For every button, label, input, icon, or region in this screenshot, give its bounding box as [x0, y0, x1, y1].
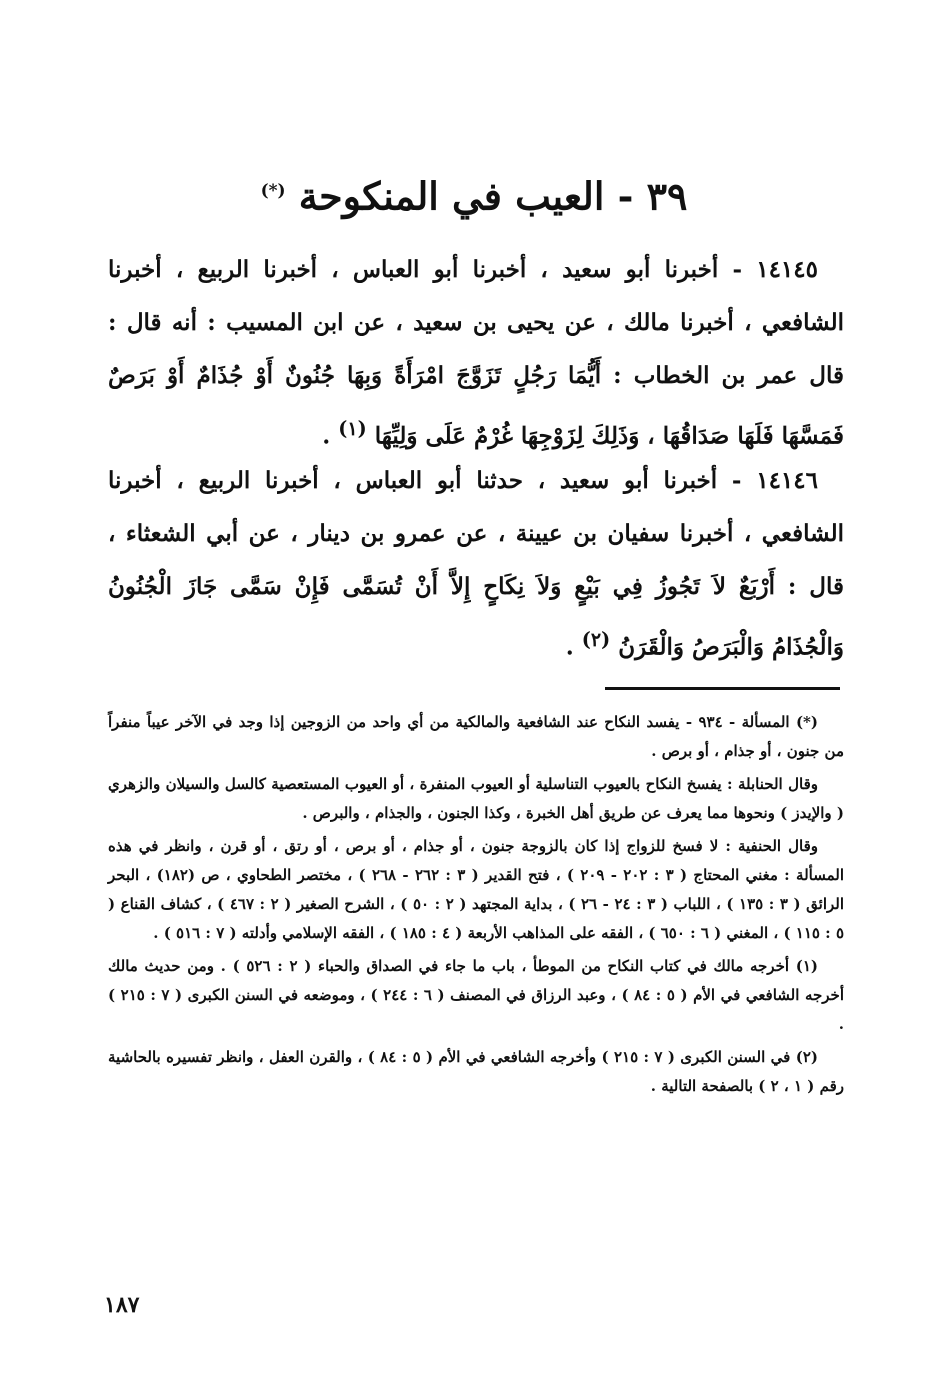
- footnote-text: لا فسخ للزواج إذا كان بالزوجة جنون ، أو جذام ، أو برص ، أو رتق ، أو قرن ، وانظر في هذه المسألة : مغني المحتاج ( ٣ : ٢٠٢ - ٢٠٩ ) ، فتح القدير ( ٣ : ٢٦٢ - ٢٦٨ ) ، مختصر الطحاوي ، ص (١٨٢) ، البحر الرائق ( ٣ : ١٣٥ ) ، اللباب ( ٣ : ٢٤ - ٢٦ ) ، بداية المجتهد ( ٢ : ٥٠ ) ، الشرح الصغير ( ٢ : ٤٦٧ ) ، كشاف القناع ( ٥ : ١١٥ ) ، المغني ( ٦ : ٦٥٠ ) ، الفقه على المذاهب الأربعة ( ٤ : ١٨٥ ) ، الفقه الإسلامي وأدلته ( ٧ : ٥١٦ ) .: [108, 837, 845, 942]
- entry-hadith-text: أَرْبَعٌ لاَ تَجُوزُ فِي بَيْعٍ وَلاَ نِكَاحٍ إِلاَّ أَنْ تُسَمَّى فَإِنْ سَمَّى جَازَ الْجُنُونُ وَالْجُذَامُ وَالْبَرَصُ وَالْقَرَنُ: [108, 573, 844, 661]
- entry-isnad: ١٤١٤٥ - أخبرنا أبو سعيد ، أخبرنا أبو العباس ، أخبرنا الربيع ، أخبرنا الشافعي ، أخبرنا مالك ، عن يحيى بن سعيد ، عن ابن المسيب : أنه قال : قال عمر بن الخطاب :: [108, 256, 844, 389]
- footnote-text: في السنن الكبرى ( ٧ : ٢١٥ ) وأخرجه الشافعي في الأم ( ٥ : ٨٤ ) ، والقرن العفل ، وانظر تفسيره بالحاشية رقم ( ١ ، ٢ ) بالصفحة التالية .: [108, 1048, 844, 1095]
- page-number: ١٨٧: [104, 1292, 140, 1318]
- entry-isnad: ١٤١٤٦ - أخبرنا أبو سعيد ، حدثنا أبو العباس ، أخبرنا الربيع ، أخبرنا الشافعي ، أخبرنا سفيان بن عيينة ، عن عمرو بن دينار ، عن أبي الشعثاء ، قال :: [108, 467, 844, 600]
- chapter-title: [0, 163, 948, 225]
- footnote-lead: (*) المسألة - ٩٣٤ -: [685, 713, 818, 731]
- hadith-entry-14145: [108, 243, 844, 463]
- chapter-title-footnote-mark: (*): [260, 181, 286, 201]
- footnote-lead: (٢): [795, 1048, 818, 1066]
- hadith-entry-14146: [108, 454, 844, 674]
- chapter-title-text: ٣٩ - العيب في المنكوحة: [298, 173, 688, 219]
- footnote-lead: (١): [795, 957, 818, 975]
- footnote-lead: وقال الحنابلة :: [727, 775, 818, 793]
- footnote-ref-1: (١): [338, 417, 367, 440]
- footnote-2: [108, 1043, 844, 1101]
- footnote-lead: وقال الحنفية :: [725, 837, 818, 855]
- entry-hadith-text: أَيُّمَا رَجُلٍ تَزَوَّجَ امْرَأَةً وَبِهَا جُنُونٌ أَوْ جُذَامٌ أَوْ بَرَصٌ فَمَسَّهَا فَلَهَا صَدَاقُهَا ، وَذَلِكَ لِزَوْجِهَا غُرْمٌ عَلَى وَلِيِّهَا: [108, 362, 844, 450]
- footnotes-section: [108, 708, 844, 1105]
- footnote-ref-2: (٢): [581, 628, 611, 651]
- footnote-text: يفسد النكاح عند الشافعية والمالكية من أي واحد من الزوجين إذا وجد في الآخر عيباً منفراً من جنون ، أو جذام ، أو برص .: [108, 713, 844, 760]
- footnote-1: [108, 952, 844, 1039]
- entry-end-mark: .: [322, 422, 331, 450]
- footnote-hanbali: [108, 770, 844, 828]
- footnote-text: أخرجه مالك في كتاب النكاح من الموطأ ، باب ما جاء في الصداق والحباء ( ٢ : ٥٢٦ ) . ومن حديث مالك أخرجه الشافعي في الأم ( ٥ : ٨٤ ) ، وعبد الرزاق في المصنف ( ٦ : ٢٤٤ ) ، وموضعه في السنن الكبرى ( ٧ : ٢١٥ ) .: [108, 957, 844, 1033]
- footnote-text: يفسخ النكاح بالعيوب التناسلية أو العيوب المنفرة ، أو العيوب المستعصية كالسل والسيلان والزهري ( والإيدز ) ونحوها مما يعرف عن طريق أهل الخبرة ، وكذا الجنون ، والجذام ، والبرص .: [108, 775, 844, 822]
- footnote-hanafi: [108, 832, 844, 948]
- footnote-issue: [108, 708, 844, 766]
- entry-end-mark: .: [565, 633, 574, 661]
- footnote-divider: [605, 687, 840, 690]
